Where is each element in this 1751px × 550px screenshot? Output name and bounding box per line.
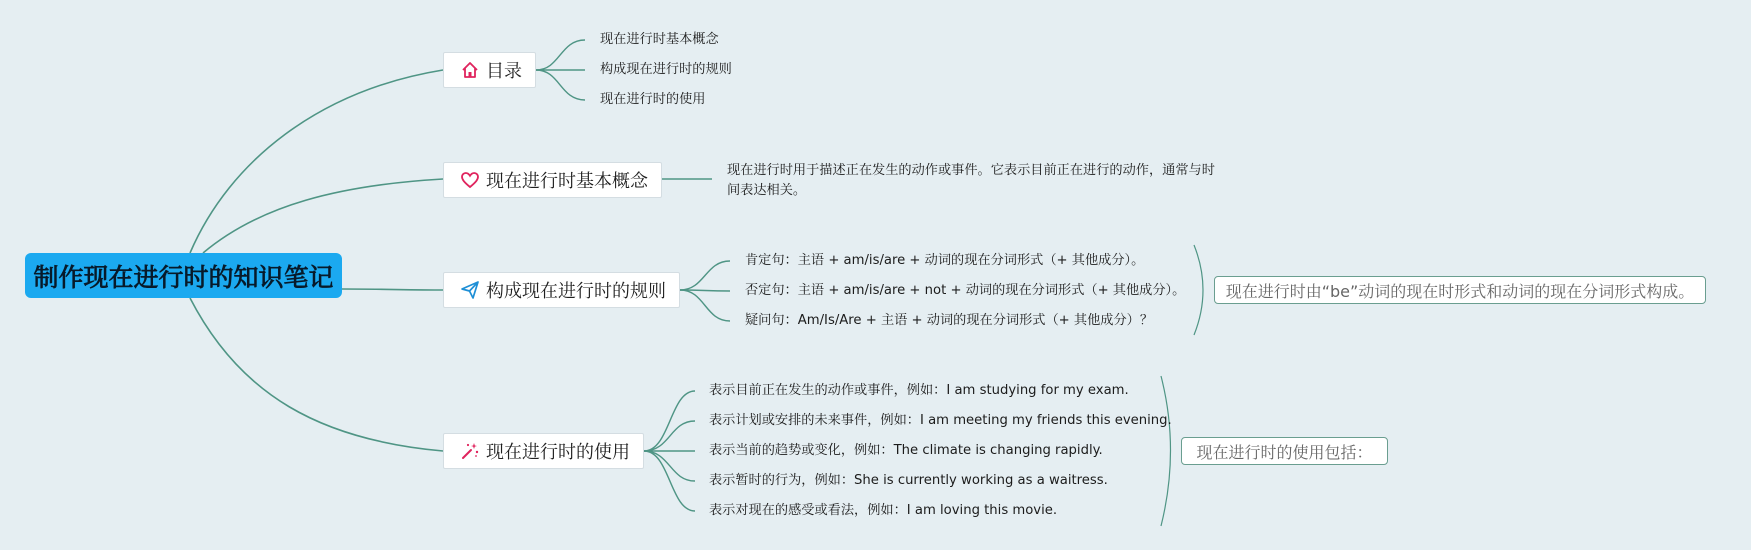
central-topic[interactable]: 制作现在进行时的知识笔记 [25, 253, 342, 298]
magic-wand-icon [460, 441, 480, 461]
concept-description[interactable]: 现在进行时用于描述正在发生的动作或事件。它表示目前正在进行的动作，通常与时间表达相关。 [727, 163, 1215, 198]
usage-summary[interactable]: 现在进行时的使用包括： [1181, 437, 1388, 465]
branch-usage[interactable] [443, 433, 644, 469]
toc-item[interactable]: 构成现在进行时的规则 [600, 62, 732, 77]
usage-item[interactable]: 表示当前的趋势或变化，例如：The climate is changing rapidly. [709, 443, 1103, 458]
usage-item[interactable]: 表示目前正在发生的动作或事件，例如：I am studying for my exam. [709, 383, 1129, 398]
home-icon [460, 60, 480, 80]
paper-plane-icon [460, 280, 480, 300]
usage-item[interactable]: 表示计划或安排的未来事件，例如：I am meeting my friends this evening. [709, 413, 1172, 428]
rules-summary[interactable]: 现在进行时由“be”动词的现在时形式和动词的现在分词形式构成。 [1214, 276, 1706, 304]
branch-table-of-contents[interactable] [443, 52, 536, 88]
branch-label: 构成现在进行时的规则 [486, 281, 666, 302]
branch-basic-concept[interactable] [443, 162, 662, 198]
usage-item[interactable]: 表示对现在的感受或看法，例如：I am loving this movie. [709, 503, 1058, 518]
branch-label: 现在进行时的使用 [486, 442, 630, 463]
branch-formation-rules[interactable] [443, 272, 680, 308]
rule-negative[interactable]: 否定句：主语 + am/is/are + not + 动词的现在分词形式（+ 其他成分）。 [745, 283, 1186, 298]
toc-item[interactable]: 现在进行时的使用 [600, 92, 706, 107]
rule-interrogative[interactable]: 疑问句：Am/Is/Are + 主语 + 动词的现在分词形式（+ 其他成分）？ [745, 313, 1154, 328]
heart-icon [460, 170, 480, 190]
branch-label: 现在进行时基本概念 [486, 171, 648, 192]
usage-item[interactable]: 表示暂时的行为，例如：She is currently working as a waitress. [709, 473, 1108, 488]
toc-item[interactable]: 现在进行时基本概念 [600, 32, 719, 47]
rule-affirmative[interactable]: 肯定句：主语 + am/is/are + 动词的现在分词形式（+ 其他成分）。 [745, 253, 1145, 268]
branch-label: 目录 [486, 61, 522, 82]
